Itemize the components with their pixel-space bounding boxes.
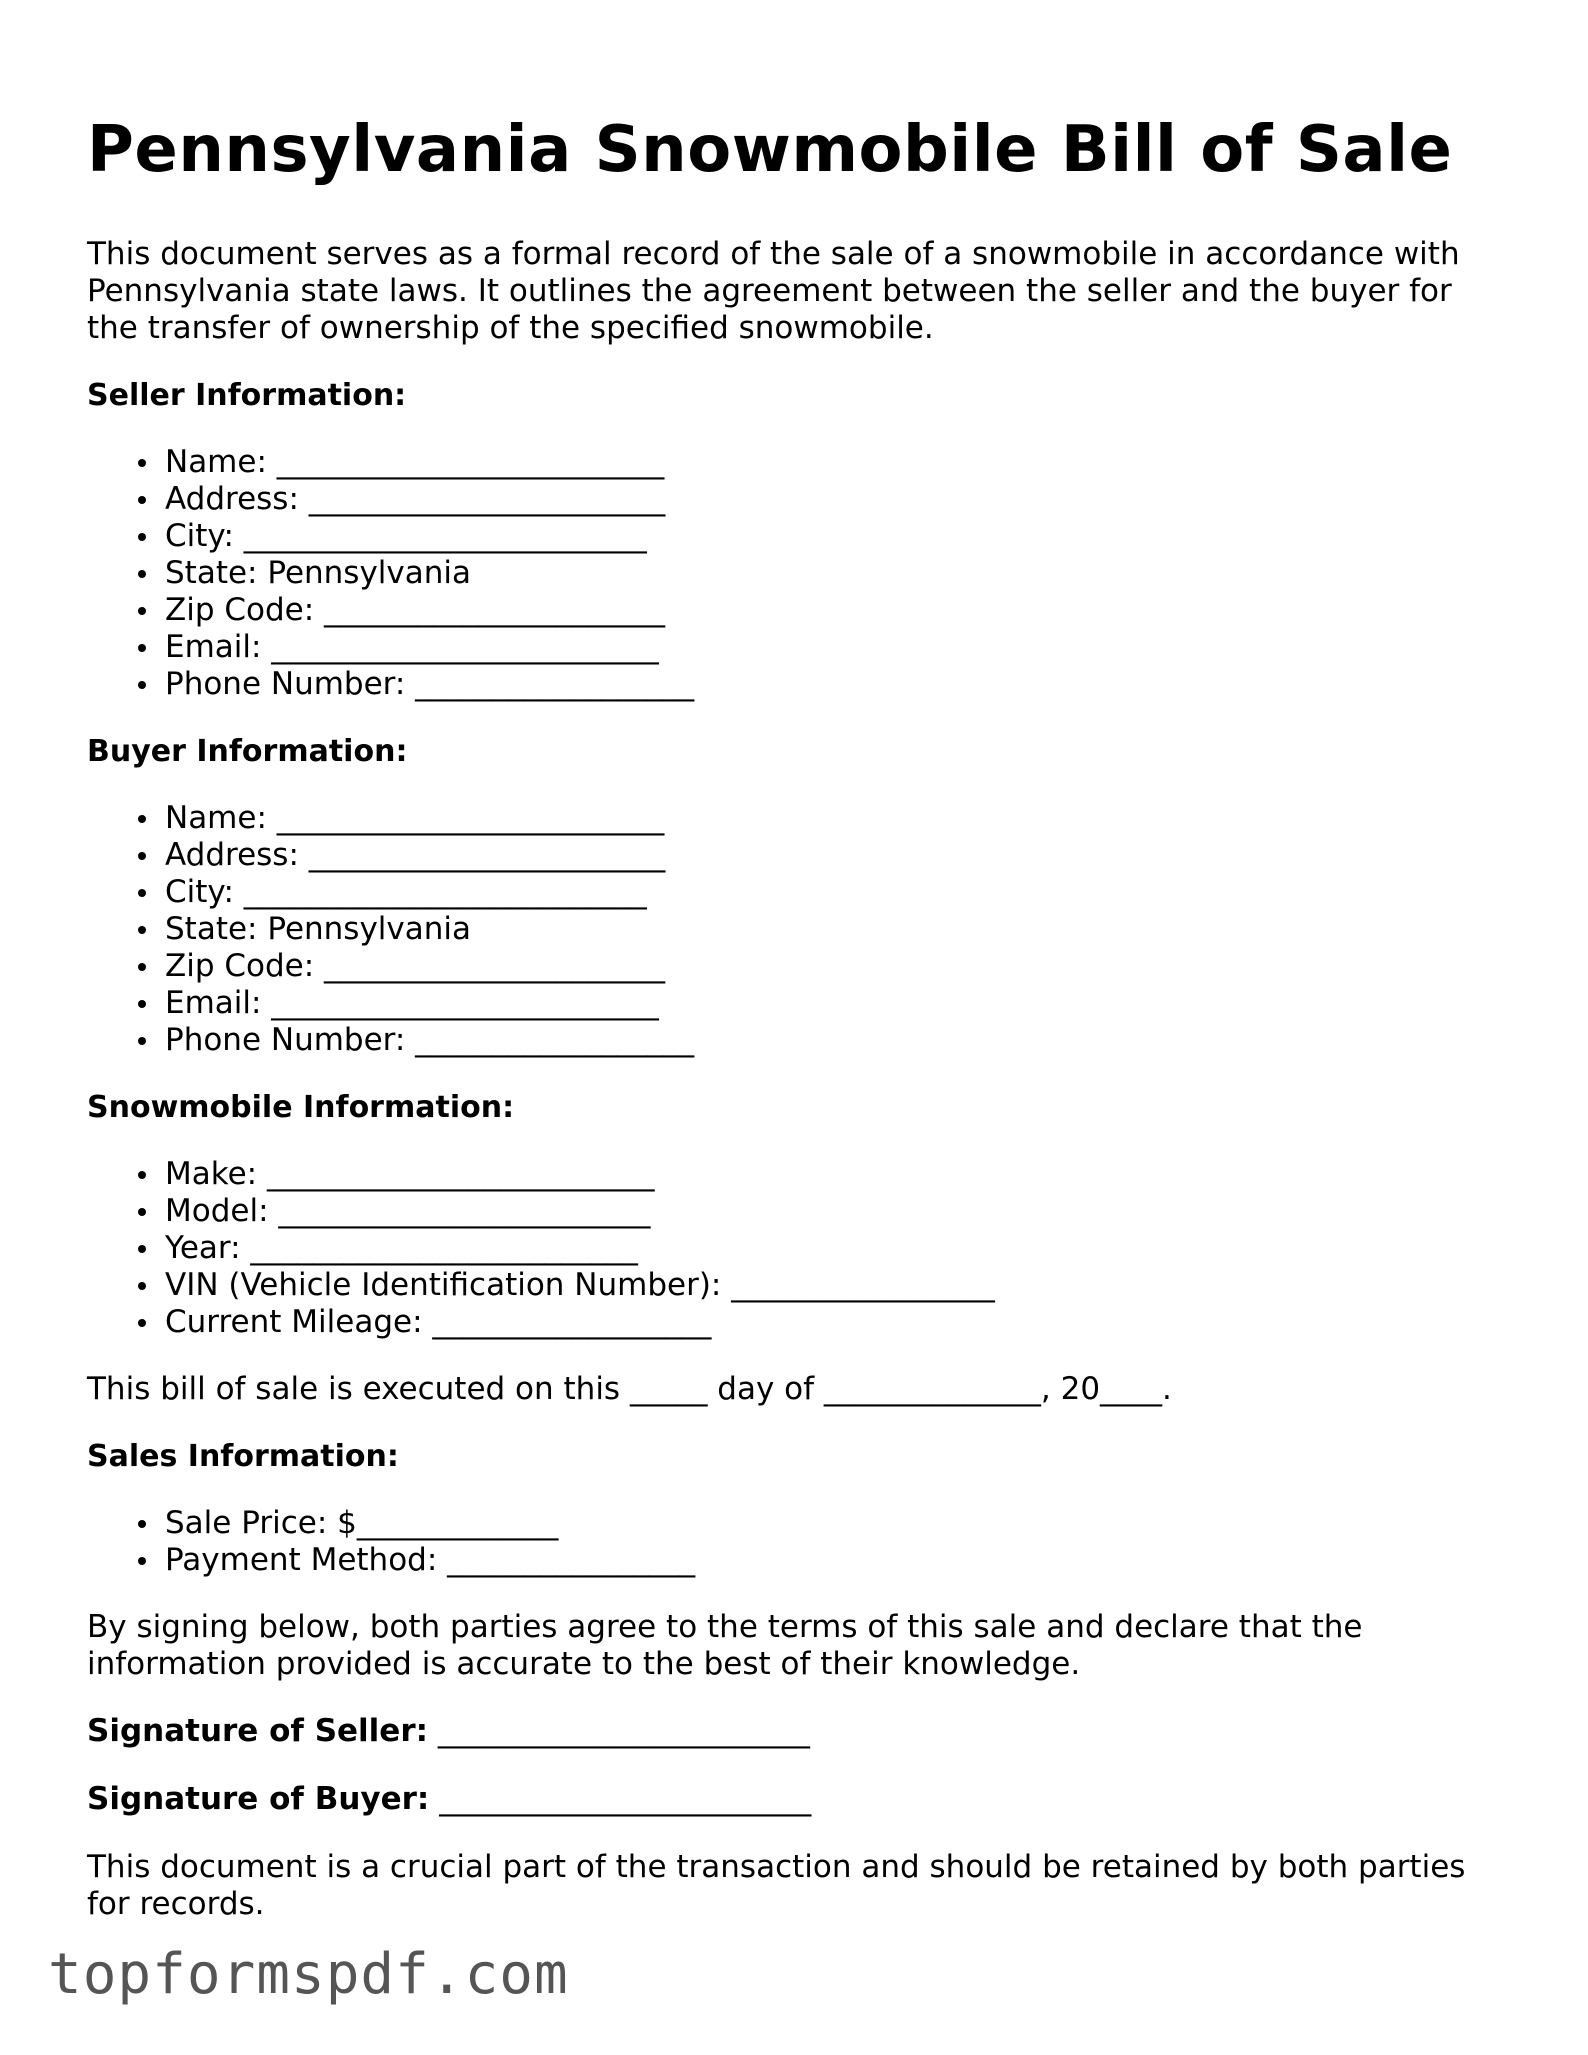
seller-city-item: City: __________________________ <box>165 518 1507 555</box>
buyer-zip-item: Zip Code: ______________________ <box>165 948 1507 985</box>
seller-phone-item: Phone Number: __________________ <box>165 666 1507 703</box>
seller-signature-line <box>87 1713 1507 1750</box>
execution-date-line: This bill of sale is executed on this _____ day of ______________, 20____. <box>87 1371 1172 1407</box>
sales-section-heading: Sales Information: <box>87 1439 399 1474</box>
payment-method-item: Payment Method: ________________ <box>165 1542 1507 1579</box>
seller-state-item: State: Pennsylvania <box>165 555 1507 592</box>
sales-info-list <box>87 1505 1507 1579</box>
buyer-email-item: Email: _________________________ <box>165 985 1507 1022</box>
snowmobile-vin-item: VIN (Vehicle Identification Number): _________________ <box>165 1267 1507 1304</box>
seller-address-item: Address: _______________________ <box>165 481 1507 518</box>
seller-zip-item: Zip Code: ______________________ <box>165 592 1507 629</box>
intro-paragraph: This document serves as a formal record of the sale of a snowmobile in accordance with Pennsylvania state laws. It outlines the agreement between the seller and the buyer for the transfer of ownership of the specified snowmobile. <box>87 236 1460 346</box>
agreement-paragraph: By signing below, both parties agree to the terms of this sale and declare that the information provided is accurate to the best of their knowledge. <box>87 1609 1363 1682</box>
snowmobile-info-list <box>87 1156 1507 1341</box>
buyer-address-item: Address: _______________________ <box>165 837 1507 874</box>
seller-signature-blank: ________________________ <box>437 1713 810 1749</box>
buyer-section-heading: Buyer Information: <box>87 734 408 769</box>
seller-name-item: Name: _________________________ <box>165 444 1507 481</box>
buyer-info-list <box>87 800 1507 1059</box>
closing-paragraph: This document is a crucial part of the transaction and should be retained by both parties for records. <box>87 1849 1466 1922</box>
watermark-text: topformspdf.com <box>48 1942 569 2007</box>
buyer-signature-blank: ________________________ <box>439 1781 812 1817</box>
buyer-phone-item: Phone Number: __________________ <box>165 1022 1507 1059</box>
seller-signature-label: Signature of Seller: <box>87 1713 429 1749</box>
buyer-name-item: Name: _________________________ <box>165 800 1507 837</box>
snowmobile-year-item: Year: _________________________ <box>165 1230 1507 1267</box>
document-title: Pennsylvania Snowmobile Bill of Sale <box>87 113 1453 187</box>
seller-section-heading: Seller Information: <box>87 378 407 413</box>
buyer-signature-label: Signature of Buyer: <box>87 1781 430 1817</box>
buyer-city-item: City: __________________________ <box>165 874 1507 911</box>
document-page <box>87 108 1507 1923</box>
snowmobile-make-item: Make: _________________________ <box>165 1156 1507 1193</box>
seller-email-item: Email: _________________________ <box>165 629 1507 666</box>
snowmobile-mileage-item: Current Mileage: __________________ <box>165 1304 1507 1341</box>
snowmobile-section-heading: Snowmobile Information: <box>87 1090 515 1125</box>
buyer-state-item: State: Pennsylvania <box>165 911 1507 948</box>
sale-price-item: Sale Price: $_____________ <box>165 1505 1507 1542</box>
snowmobile-model-item: Model: ________________________ <box>165 1193 1507 1230</box>
buyer-signature-line <box>87 1781 1507 1818</box>
seller-info-list <box>87 444 1507 703</box>
